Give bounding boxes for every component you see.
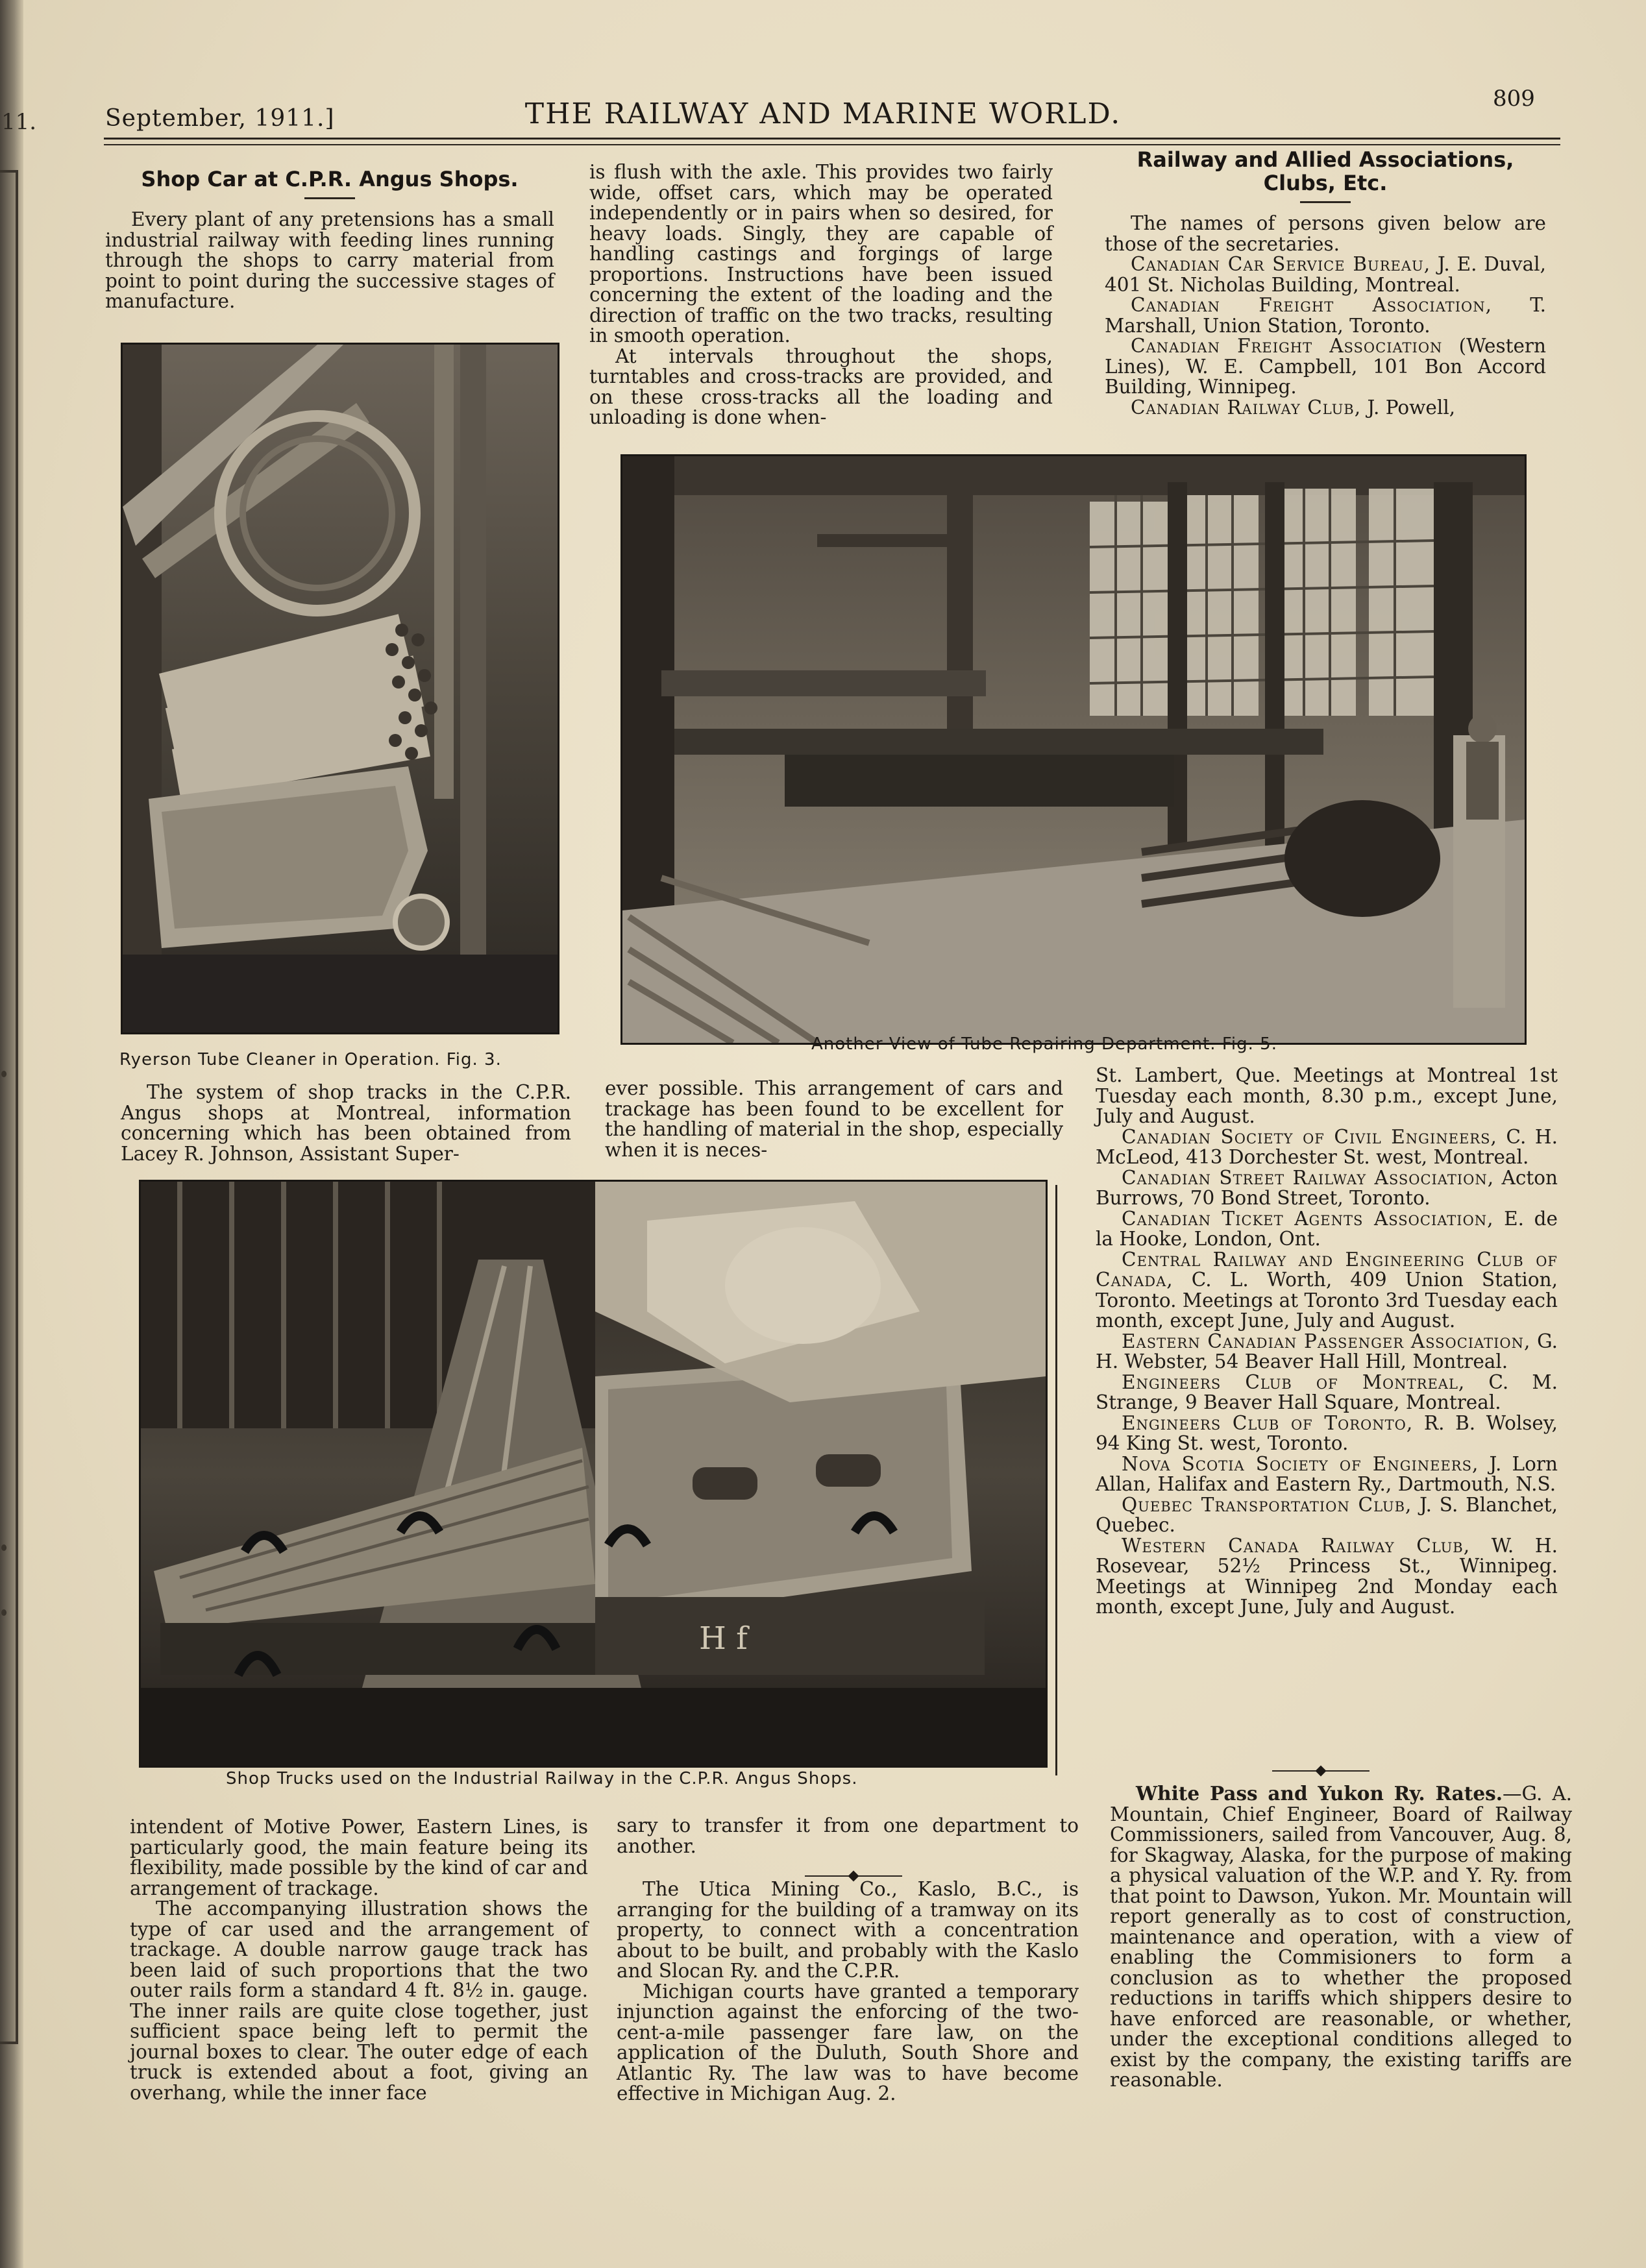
- margin-mark: [1, 1609, 6, 1616]
- article-heading-associations: Railway and Allied Associations, Clubs, Etc.: [1136, 147, 1514, 195]
- association-name: Canadian Freight Association: [1131, 335, 1443, 357]
- association-name: Canadian Street Railway Association,: [1122, 1166, 1495, 1189]
- column-2-top: [589, 162, 1053, 428]
- association-details: C. L. Worth, 409 Union Station, Toronto. Meetings at Toronto 3rd Tuesday each month, except June, July and August.: [1096, 1269, 1558, 1332]
- paragraph: Every plant of any pretensions has a small industrial railway with feeding lines running through the shops to carry material from point to point during the successive stages of manufacture.: [105, 208, 554, 312]
- association-name: Canadian Car Service Bureau,: [1131, 253, 1431, 275]
- margin-mark: [1, 1544, 6, 1551]
- photo-shop-trucks: [139, 1180, 1048, 1768]
- association-name: Western Canada Railway Club,: [1122, 1534, 1471, 1557]
- association-entry: [1096, 1250, 1558, 1332]
- association-name: Canadian Ticket Agents Association,: [1122, 1207, 1494, 1230]
- column-2-mid: [605, 1079, 1063, 1160]
- figure-caption-fig5: Another View of Tube Repairing Department. Fig. 5.: [811, 1034, 1277, 1054]
- section-divider: [1272, 1770, 1370, 1772]
- association-entry: [1096, 1066, 1558, 1127]
- photo-tube-cleaner-image: [123, 345, 558, 1032]
- photo-tube-repairing-department: [620, 454, 1527, 1045]
- association-entry: [1096, 1495, 1558, 1536]
- association-details: C. H. McLeod, 413 Dorchester St. west, Montreal.: [1096, 1125, 1558, 1168]
- photo-tube-cleaner: [121, 343, 559, 1034]
- figure-caption-shop-trucks: Shop Trucks used on the Industrial Railway in the C.P.R. Angus Shops.: [226, 1769, 858, 1788]
- column-3-bottom: [1110, 1783, 1572, 2091]
- column-2-bottom: [617, 1816, 1079, 1857]
- margin-mark: [1, 1071, 6, 1077]
- article-heading-white-pass: White Pass and Yukon Ry. Rates.: [1136, 1782, 1503, 1805]
- association-entry: [1096, 1209, 1558, 1250]
- photo-shop-trucks-image: [141, 1182, 1046, 1766]
- association-details: C. M. Strange, 9 Beaver Hall Square, Montreal.: [1096, 1371, 1558, 1413]
- association-details: (Western Lines), W. E. Campbell, 101 Bon Accord Building, Winnipeg.: [1105, 335, 1547, 398]
- association-details: E. de la Hooke, London, Ont.: [1096, 1207, 1558, 1250]
- association-name: Central Railway and Engineering Club of Canada,: [1096, 1248, 1558, 1291]
- association-entry: [1105, 254, 1546, 295]
- photo-tube-repairing-image: [622, 456, 1525, 1043]
- paragraph: The system of shop tracks in the C.P.R. Angus shops at Montreal, information concerning which has been obtained from Lacey R. Johnson, Assistant Super-: [121, 1081, 571, 1165]
- column-1-bottom: [130, 1817, 588, 2103]
- association-details: St. Lambert, Que. Meetings at Montreal 1st Tuesday each month, 8.30 p.m., except June, July and August.: [1096, 1064, 1558, 1127]
- facing-page-fragment: 11.: [1, 109, 37, 135]
- association-details: R. B. Wolsey, 94 King St. west, Toronto.: [1096, 1411, 1558, 1454]
- running-head-title: THE RAILWAY AND MARINE WORLD.: [524, 97, 1122, 130]
- association-entry: [1096, 1536, 1558, 1618]
- page-number: 809: [1493, 86, 1535, 112]
- association-entry: [1105, 336, 1546, 398]
- association-details: T. Marshall, Union Station, Toronto.: [1105, 294, 1546, 337]
- association-name: Nova Scotia Society of Engineers,: [1122, 1452, 1479, 1475]
- association-name: Canadian Freight Association,: [1131, 294, 1493, 316]
- association-entry: [1105, 295, 1546, 336]
- paragraph-michigan-courts: Michigan courts have granted a temporary injunction against the enforcing of the two-cent-a-mile passenger fare law, on the application of the Duluth, South Shore and Atlantic Ry. The law was to have become effective in Michigan Aug. 2.: [617, 1980, 1079, 2104]
- association-details: J. Powell,: [1361, 396, 1456, 419]
- heading-rule: [1300, 201, 1351, 203]
- paragraph-utica-mining: The Utica Mining Co., Kaslo, B.C., is arranging for the building of a tramway on its property, to connect with a concentration about to be built, and probably with the Kaslo and Slocan Ry. and the C.P.R.: [617, 1878, 1079, 1982]
- association-name: Canadian Society of Civil Engineers,: [1122, 1125, 1497, 1148]
- association-entry: [1096, 1413, 1558, 1454]
- association-entry: [1096, 1372, 1558, 1413]
- association-entry: [1105, 398, 1546, 419]
- association-details: Acton Burrows, 70 Bond Street, Toronto.: [1096, 1166, 1558, 1209]
- association-details: J. Lorn Allan, Halifax and Eastern Ry., Dartmouth, N.S.: [1096, 1452, 1558, 1495]
- association-name: Canadian Railway Club,: [1131, 396, 1362, 419]
- section-divider: [805, 1875, 902, 1877]
- association-name: Engineers Club of Montreal,: [1122, 1371, 1466, 1393]
- paragraph: The names of persons given below are those of the secretaries.: [1105, 212, 1546, 255]
- association-entry: [1096, 1454, 1558, 1495]
- association-name: Quebec Transportation Club,: [1122, 1493, 1412, 1516]
- paragraph: ever possible. This arrangement of cars and trackage has been found to be excellent for the handling of material in the shop, especially when it is neces-: [605, 1077, 1063, 1161]
- paragraph: is flush with the axle. This provides two fairly wide, offset cars, which may be operated independently or in pairs when so desired, for heavy loads. Singly, they are capable of handling castings and forgings of large proportions. Instructions have been issued concerning the extent of the loading and the direction of traffic on the two tracks, resulting in smooth operation.: [589, 161, 1053, 347]
- paragraph: At intervals throughout the shops, turntables and cross-tracks are provided, and on these cross-tracks all the loading and unloading is done when-: [589, 345, 1053, 428]
- white-pass-article: [1110, 1783, 1572, 2091]
- column-3-top: [1105, 148, 1546, 418]
- association-name: Eastern Canadian Passenger Association,: [1122, 1330, 1531, 1352]
- header-rule: [104, 138, 1560, 140]
- column-rule: [1055, 1185, 1057, 1775]
- paragraph: sary to transfer it from one department to another.: [617, 1814, 1079, 1857]
- association-name: Engineers Club of Toronto,: [1122, 1411, 1414, 1434]
- column-1-mid: [121, 1082, 571, 1164]
- white-pass-text: —G. A. Mountain, Chief Engineer, Board of Railway Commissioners, sailed from Vancouver, Aug. 8, for Skagway, Alaska, for the purpose of making a physical valuation of the W.P. and Y. Ry. from that point to Dawson, Yukon. Mr. Mountain will report generally as to cost of construction, maintenance and operation, with a view of enabling the Commisioners to form a conclusion as to whether the proposed reductions in tariffs which shippers desire to have enforced are reasonable, or whether, under the exceptional conditions alleged to exist by the company, the existing tariffs are reasonable.: [1110, 1783, 1572, 2091]
- association-entry: [1096, 1168, 1558, 1209]
- column-2-bottom-news: [617, 1879, 1079, 2104]
- header-rule-thin: [104, 144, 1560, 145]
- association-entry: [1096, 1332, 1558, 1372]
- association-details: J. E. Duval, 401 St. Nicholas Building, Montreal.: [1105, 253, 1546, 296]
- heading-rule: [304, 197, 355, 199]
- paragraph: intendent of Motive Power, Eastern Lines, is particularly good, the main feature being its flexibility, made possible by the kind of car and arrangement of trackage.: [130, 1816, 588, 1899]
- facing-page-frame: [0, 170, 18, 2044]
- car-marking: H f: [699, 1620, 748, 1657]
- column-1-top: [105, 167, 554, 312]
- association-entry: [1096, 1127, 1558, 1168]
- association-details: J. S. Blanchet, Quebec.: [1096, 1493, 1558, 1536]
- association-details: G. H. Webster, 54 Beaver Hall Hill, Montreal.: [1096, 1330, 1558, 1372]
- association-details: W. H. Rosevear, 52½ Princess St., Winnipeg. Meetings at Winnipeg 2nd Monday each month, except June, July and August.: [1096, 1534, 1558, 1618]
- figure-caption-fig3: Ryerson Tube Cleaner in Operation. Fig. 3.: [119, 1050, 502, 1069]
- paragraph: The accompanying illustration shows the type of car used and the arrangement of trackage. A double narrow gauge track has been laid of such proportions that the two outer rails form a standard 4 ft. 8½ in. gauge. The inner rails are quite close together, just sufficient space being left to permit the journal boxes to clear. The outer edge of each truck is extended about a foot, giving an overhang, while the inner face: [130, 1897, 588, 2104]
- column-3-mid: [1096, 1066, 1558, 1618]
- article-heading-shop-car: Shop Car at C.P.R. Angus Shops.: [141, 167, 519, 191]
- running-head-date: September, 1911.]: [105, 105, 335, 132]
